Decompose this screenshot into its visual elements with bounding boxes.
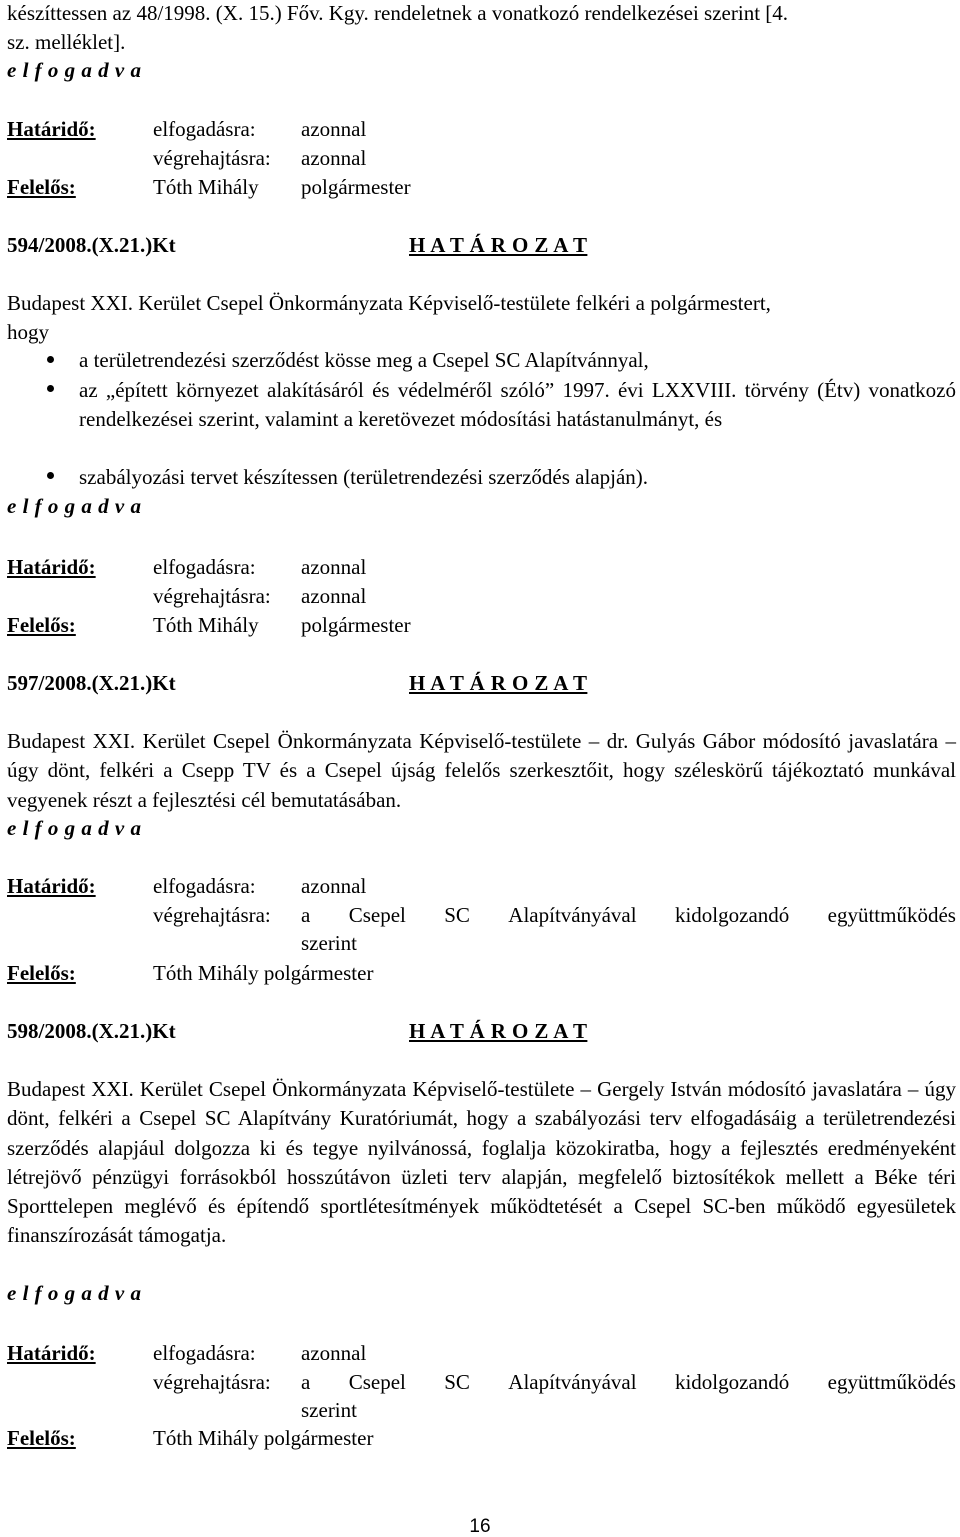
deadline-label: Határidő: (7, 117, 96, 141)
immediately-value: azonnal (301, 146, 367, 170)
responsible-title: polgármester (301, 175, 411, 199)
r597-body: Budapest XXI. Kerület Csepel Önkormányzata Képviselő-testülete – dr. Gulyás Gábor módosító javaslatára – úgy dönt, felkéri a Csepp TV és a Csepel újság felelős szerkesztőit, hogy széleskörű tájékoztató munkával vegyenek részt a fejlesztési cél bemutatásában. (7, 729, 956, 812)
responsible-full: Tóth Mihály polgármester (153, 1426, 374, 1450)
responsible-name: Tóth Mihály (153, 613, 259, 637)
deadline-label: Határidő: (7, 874, 96, 898)
responsible-title: polgármester (301, 613, 411, 637)
responsible-label: Felelős: (7, 961, 76, 985)
r597-execution-text (301, 902, 956, 928)
r597-execution-cont: szerint (301, 931, 357, 955)
immediately-value: azonnal (301, 584, 367, 608)
r598-body: Budapest XXI. Kerület Csepel Önkormányzata Képviselő-testülete – Gergely István módosító javaslatára – úgy dönt, felkéri a Csepel SC Alapítvány Kuratóriumát, hogy a szabályozási terv elfogadásáig a területrendezési szerződés alapjául dolgozza ki és tegye nyilvánossá, foglalja közokiratba, hogy a fejlesztés eredményeként létrejövő pénzügyi forrásokból hosszútávon üzleti terv alapján, megfelelő biztosítékok mellett a Béke téri Sporttelepen meglévő és építendő sportlétesítmények működtetését a Csepel SC-ben működő egyesületek finanszírozását támogatja. (7, 1077, 956, 1248)
r598-execution-cont: szerint (301, 1398, 357, 1422)
deadline-label: Határidő: (7, 1341, 96, 1365)
exec-word: a (301, 1370, 311, 1394)
intro-line-2: sz. melléklet]. (7, 30, 126, 54)
immediately-value: azonnal (301, 874, 367, 898)
r594-bullet-1: a területrendezési szerződést kösse meg a Csepel SC Alapítvánnyal, (79, 348, 649, 372)
exec-word: a (301, 903, 311, 927)
resolution-number: 598/2008.(X.21.)Kt (7, 1019, 176, 1043)
on-execution-label: végrehajtásra: (153, 903, 271, 927)
immediately-value: azonnal (301, 555, 367, 579)
r594-bullet-3: szabályozási tervet készítessen (területrendezési szerződés alapján). (79, 465, 649, 489)
exec-word: Csepel (348, 903, 406, 927)
exec-word: Alapítványával (508, 903, 637, 927)
on-adoption-label: elfogadásra: (153, 117, 256, 141)
immediately-value: azonnal (301, 1341, 367, 1365)
exec-word: SC (444, 903, 470, 927)
responsible-label: Felelős: (7, 1426, 76, 1450)
resolution-heading: H A T Á R O Z A T (409, 1019, 588, 1043)
intro-line-1: készíttessen az 48/1998. (X. 15.) Főv. Kgy. rendeletnek a vonatkozó rendelkezései szerint [4. (7, 1, 789, 25)
exec-word: SC (444, 1370, 470, 1394)
r594-line-2: hogy (7, 320, 49, 344)
exec-word: Csepel (348, 1370, 406, 1394)
on-execution-label: végrehajtásra: (153, 1370, 271, 1394)
resolution-number: 597/2008.(X.21.)Kt (7, 671, 176, 695)
bullet-icon (47, 385, 54, 392)
exec-word: kidolgozandó (674, 903, 790, 927)
adopted-label: e l f o g a d v a (7, 816, 142, 840)
exec-word: kidolgozandó (674, 1370, 790, 1394)
resolution-heading: H A T Á R O Z A T (409, 671, 588, 695)
resolution-number: 594/2008.(X.21.)Kt (7, 233, 176, 257)
adopted-label: e l f o g a d v a (7, 1281, 142, 1305)
on-adoption-label: elfogadásra: (153, 874, 256, 898)
adopted-label: e l f o g a d v a (7, 494, 142, 518)
on-adoption-label: elfogadásra: (153, 1341, 256, 1365)
deadline-label: Határidő: (7, 555, 96, 579)
resolution-heading: H A T Á R O Z A T (409, 233, 588, 257)
exec-word: együttműködés (827, 903, 956, 927)
on-adoption-label: elfogadásra: (153, 555, 256, 579)
responsible-label: Felelős: (7, 613, 76, 637)
adopted-label: e l f o g a d v a (7, 58, 142, 82)
bullet-icon (47, 472, 54, 479)
page-number: 16 (469, 1516, 491, 1537)
bullet-icon (47, 356, 54, 363)
r594-line-1: Budapest XXI. Kerület Csepel Önkormányzata Képviselő-testülete felkéri a polgármestert, (7, 291, 771, 315)
responsible-label: Felelős: (7, 175, 76, 199)
r598-execution-text (301, 1369, 956, 1395)
on-execution-label: végrehajtásra: (153, 146, 271, 170)
exec-word: együttműködés (827, 1370, 956, 1394)
responsible-name: Tóth Mihály (153, 175, 259, 199)
on-execution-label: végrehajtásra: (153, 584, 271, 608)
immediately-value: azonnal (301, 117, 367, 141)
exec-word: Alapítványával (508, 1370, 637, 1394)
r594-bullet-2: az „épített környezet alakításáról és védelméről szóló” 1997. évi LXXVIII. törvény (Étv) vonatkozó rendelkezései szerint, valamint a keretövezet módosítási hatástanulmányt, és (79, 378, 956, 432)
responsible-full: Tóth Mihály polgármester (153, 961, 374, 985)
